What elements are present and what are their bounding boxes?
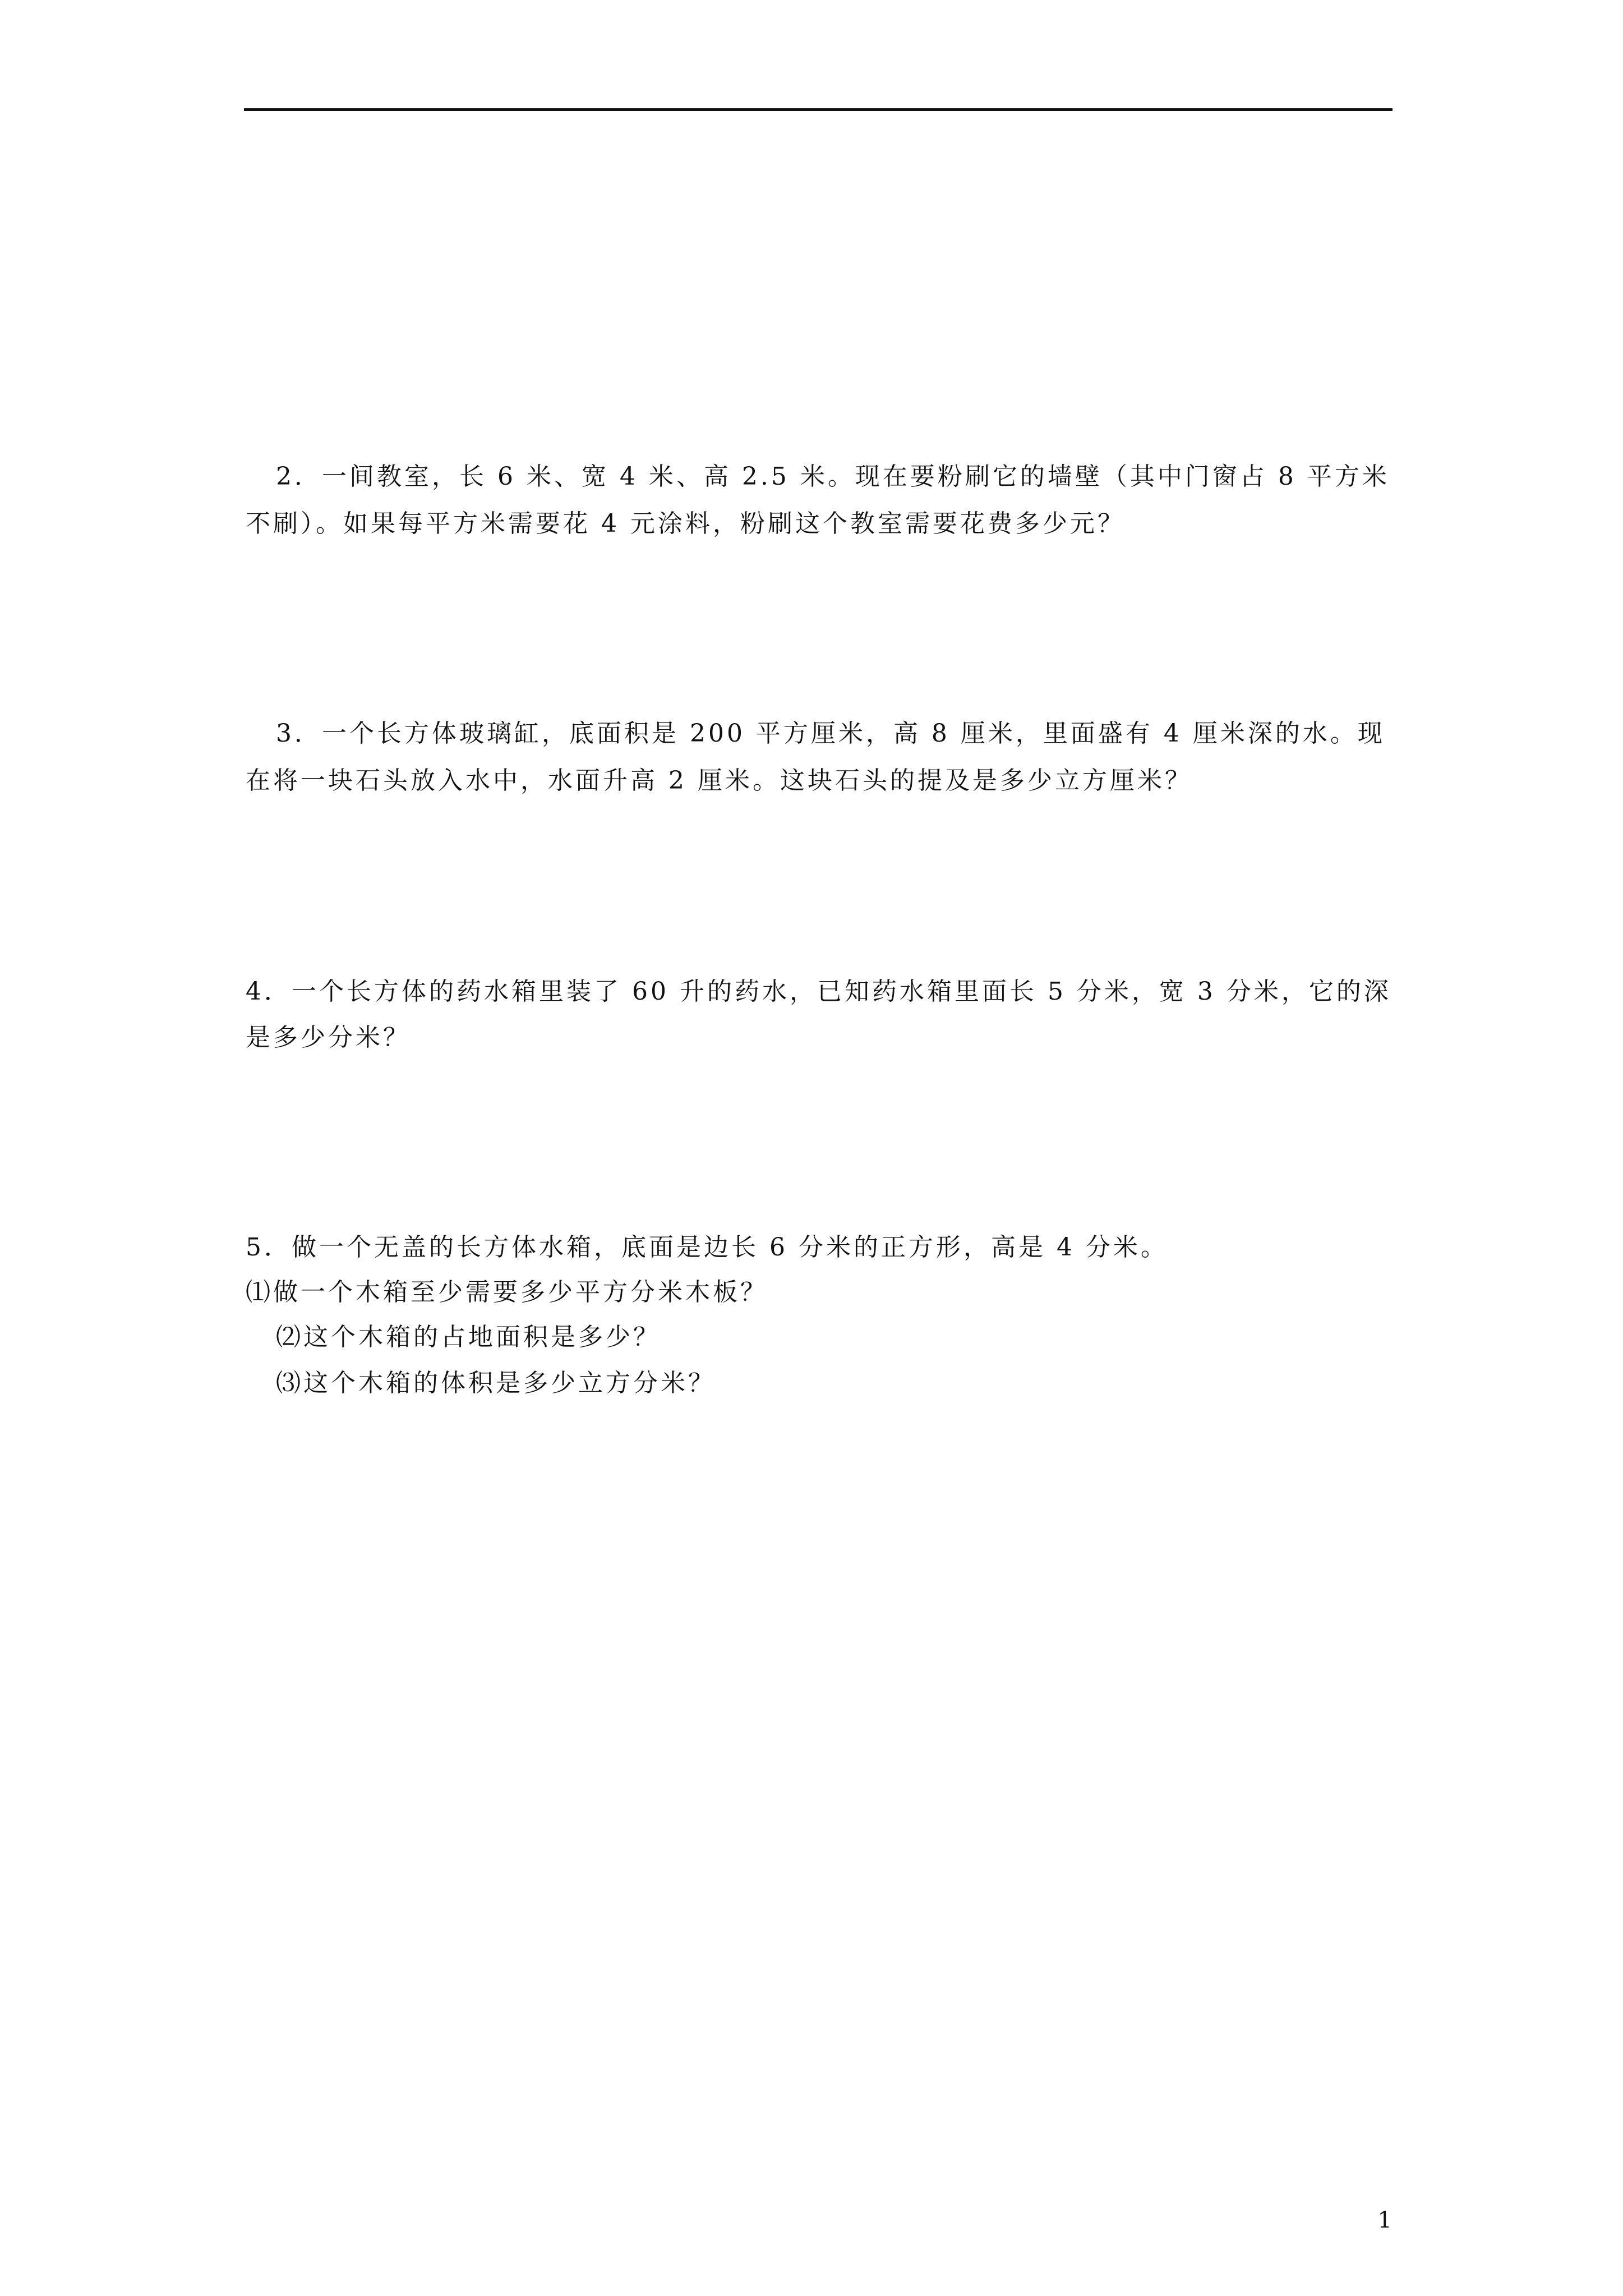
problem-3-line-2: 在将一块石头放入水中，水面升高 2 厘米。这块石头的提及是多少立方厘米？ <box>246 766 1192 795</box>
problem-5-question-2: ⑵这个木箱的占地面积是多少？ <box>276 1323 661 1351</box>
problem-4-line-1: 4．一个长方体的药水箱里装了 60 升的药水，已知药水箱里面长 5 分米，宽 3 分米，它的深 <box>246 977 1391 1006</box>
page-number: 1 <box>1377 2207 1392 2233</box>
problem-5-question-1: ⑴做一个木箱至少需要多少平方分米木板？ <box>246 1278 768 1306</box>
problem-5-stem: 5．做一个无盖的长方体水箱，底面是边长 6 分米的正方形，高是 4 分米。 <box>246 1233 1168 1262</box>
header-rule <box>244 108 1393 111</box>
problem-3-line-1: 3．一个长方体玻璃缸，底面积是 200 平方厘米，高 8 厘米，里面盛有 4 厘米深的水。现 <box>276 719 1385 748</box>
problem-4-line-2: 是多少分米？ <box>246 1023 411 1052</box>
problem-2-line-2: 不刷）。如果每平方米需要花 4 元涂料，粉刷这个教室需要花费多少元？ <box>246 509 1125 538</box>
problem-2-line-1: 2．一间教室，长 6 米、宽 4 米、高 2.5 米。现在要粉刷它的墙壁（其中门窗占 8 平方米 <box>276 462 1390 491</box>
problem-5-question-3: ⑶这个木箱的体积是多少立方分米？ <box>276 1369 716 1397</box>
